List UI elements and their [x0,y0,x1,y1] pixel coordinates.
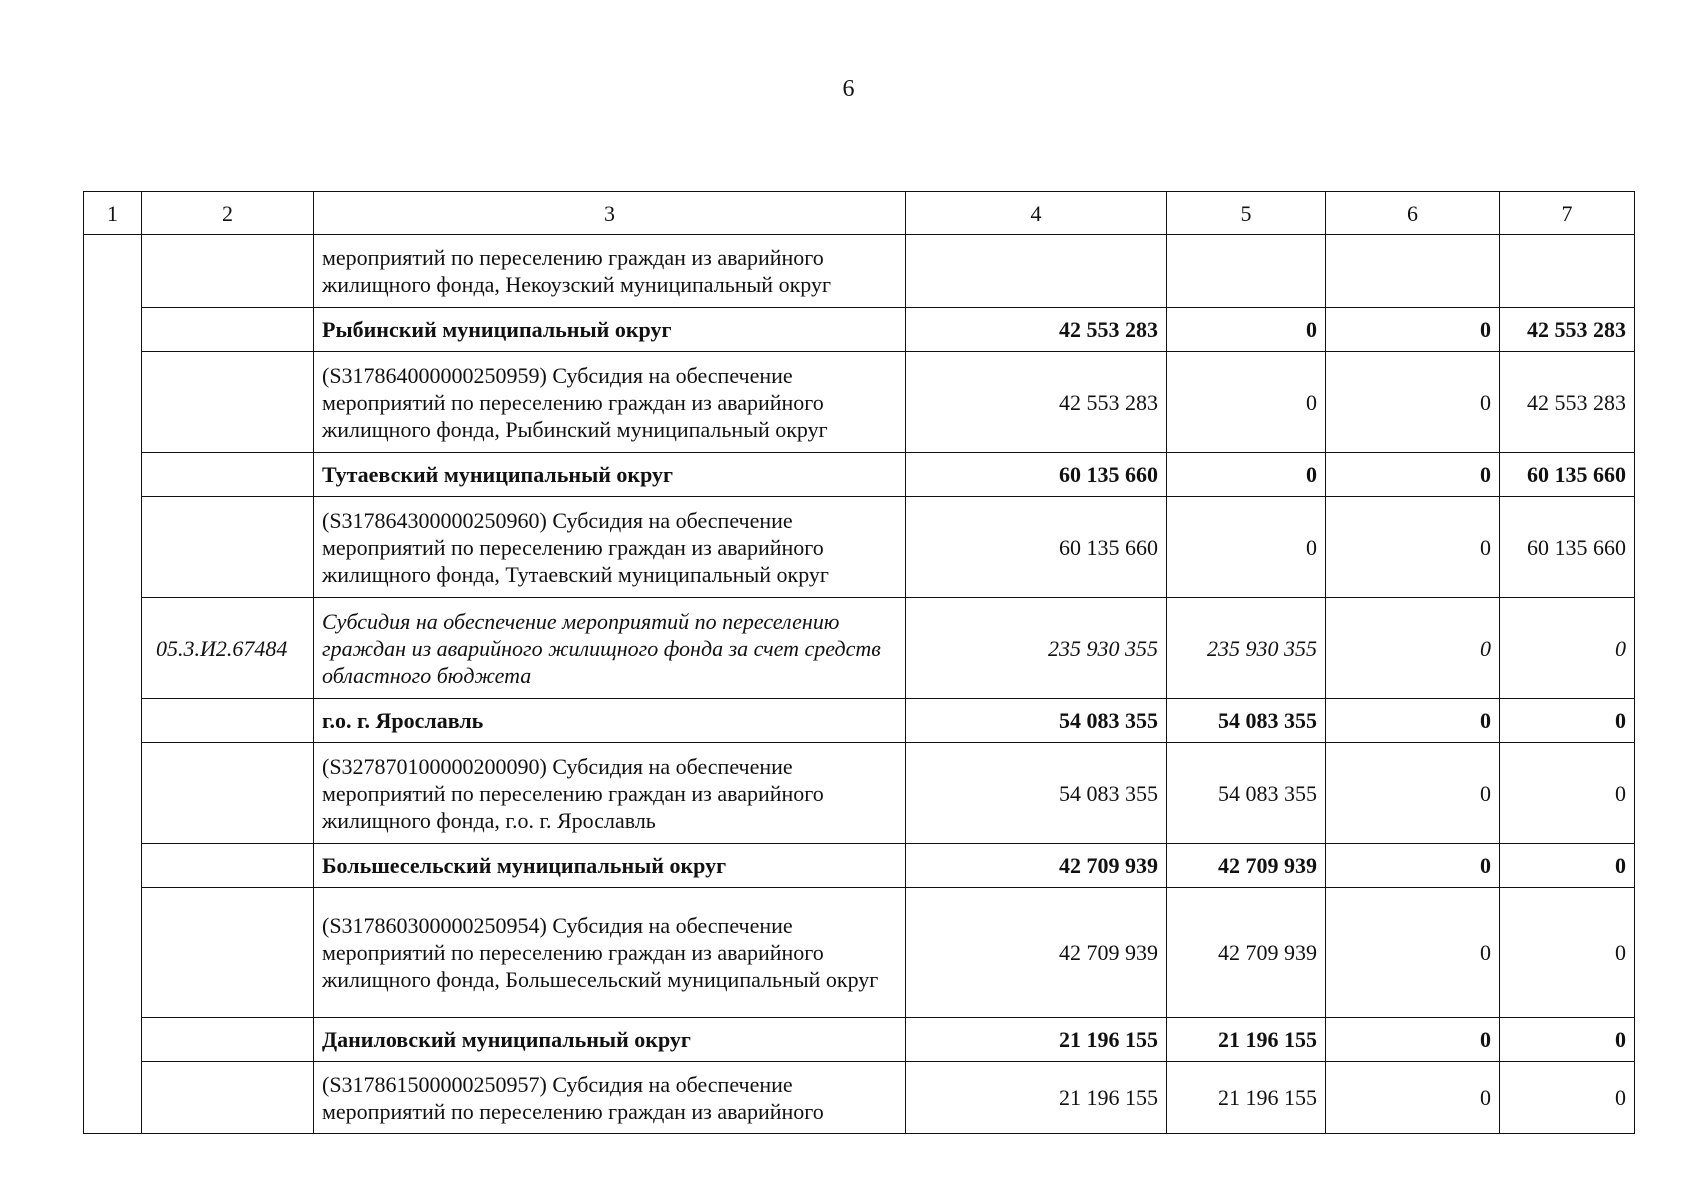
table-row [84,743,1635,844]
column-5-value: 42 709 939 [1167,888,1326,1018]
column-5-value: 0 [1167,308,1326,352]
table-row [84,844,1635,888]
column-6-value: 0 [1326,1018,1500,1062]
column-7-value: 60 135 660 [1500,453,1635,497]
page-number: 6 [842,76,855,102]
column-4-value: 54 083 355 [906,699,1167,743]
header-cell: 6 [1326,192,1500,235]
name-cell: мероприятий по переселению граждан из аварийного жилищного фонда, Некоузский муниципальный округ [314,235,906,308]
column-6-value: 0 [1326,743,1500,844]
column-4-value: 60 135 660 [906,453,1167,497]
table-row [84,1018,1635,1062]
header-cell: 1 [84,192,142,235]
code-cell [142,844,314,888]
name-cell: Даниловский муниципальный округ [314,1018,906,1062]
name-cell: (S317864000000250959) Субсидия на обеспечение мероприятий по переселению граждан из аварийного жилищного фонда, Рыбинский муниципальный округ [314,352,906,453]
code-cell [142,699,314,743]
column-7-value: 0 [1500,598,1635,699]
column-5-value: 42 709 939 [1167,844,1326,888]
code-cell: 05.3.И2.67484 [142,598,314,699]
column-7-value: 0 [1500,888,1635,1018]
column-7-value [1500,235,1635,308]
code-cell [142,888,314,1018]
column-5-value: 54 083 355 [1167,699,1326,743]
column-5-value: 21 196 155 [1167,1018,1326,1062]
column-1-cell [84,235,142,1134]
name-cell: Большесельский муниципальный округ [314,844,906,888]
header-cell: 5 [1167,192,1326,235]
name-cell: Тутаевский муниципальный округ [314,453,906,497]
header-row [84,192,1635,235]
column-5-value: 0 [1167,497,1326,598]
column-4-value: 42 709 939 [906,844,1167,888]
name-cell: Рыбинский муниципальный округ [314,308,906,352]
column-4-value: 42 553 283 [906,308,1167,352]
code-cell [142,1062,314,1134]
column-4-value: 60 135 660 [906,497,1167,598]
column-5-value [1167,235,1326,308]
column-4-value [906,235,1167,308]
name-cell: (S317860300000250954) Субсидия на обеспечение мероприятий по переселению граждан из аварийного жилищного фонда, Большесельский муниципальный округ [314,888,906,1018]
code-cell [142,308,314,352]
column-7-value: 60 135 660 [1500,497,1635,598]
table-row [84,352,1635,453]
column-4-value: 54 083 355 [906,743,1167,844]
table-row [84,453,1635,497]
column-5-value: 54 083 355 [1167,743,1326,844]
name-cell: (S317864300000250960) Субсидия на обеспечение мероприятий по переселению граждан из аварийного жилищного фонда, Тутаевский муниципальный округ [314,497,906,598]
header-cell: 3 [314,192,906,235]
code-cell [142,453,314,497]
code-cell [142,743,314,844]
name-cell: Субсидия на обеспечение мероприятий по переселению граждан из аварийного жилищного фонда за счет средств областного бюджета [314,598,906,699]
code-cell [142,497,314,598]
column-5-value: 235 930 355 [1167,598,1326,699]
header-cell: 2 [142,192,314,235]
column-7-value: 42 553 283 [1500,352,1635,453]
column-5-value: 21 196 155 [1167,1062,1326,1134]
name-cell: (S327870100000200090) Субсидия на обеспечение мероприятий по переселению граждан из аварийного жилищного фонда, г.о. г. Ярославль [314,743,906,844]
column-4-value: 42 553 283 [906,352,1167,453]
column-4-value: 235 930 355 [906,598,1167,699]
column-7-value: 0 [1500,1018,1635,1062]
column-7-value: 42 553 283 [1500,308,1635,352]
header-cell: 7 [1500,192,1635,235]
column-6-value: 0 [1326,699,1500,743]
header-cell: 4 [906,192,1167,235]
column-6-value: 0 [1326,308,1500,352]
column-6-value: 0 [1326,453,1500,497]
column-6-value [1326,235,1500,308]
code-cell [142,235,314,308]
column-4-value: 42 709 939 [906,888,1167,1018]
table-row [84,308,1635,352]
column-6-value: 0 [1326,844,1500,888]
column-7-value: 0 [1500,1062,1635,1134]
table-row [84,598,1635,699]
column-7-value: 0 [1500,743,1635,844]
name-cell: г.о. г. Ярославль [314,699,906,743]
budget-table [83,191,1635,1134]
name-cell: (S317861500000250957) Субсидия на обеспечение мероприятий по переселению граждан из аварийного [314,1062,906,1134]
column-6-value: 0 [1326,1062,1500,1134]
column-6-value: 0 [1326,598,1500,699]
column-5-value: 0 [1167,453,1326,497]
column-4-value: 21 196 155 [906,1018,1167,1062]
column-5-value: 0 [1167,352,1326,453]
table-row [84,888,1635,1018]
column-4-value: 21 196 155 [906,1062,1167,1134]
table-row [84,1062,1635,1134]
table-row [84,235,1635,308]
column-6-value: 0 [1326,888,1500,1018]
column-7-value: 0 [1500,844,1635,888]
table-row [84,497,1635,598]
code-cell [142,1018,314,1062]
table-row [84,699,1635,743]
column-6-value: 0 [1326,497,1500,598]
column-6-value: 0 [1326,352,1500,453]
code-cell [142,352,314,453]
column-7-value: 0 [1500,699,1635,743]
